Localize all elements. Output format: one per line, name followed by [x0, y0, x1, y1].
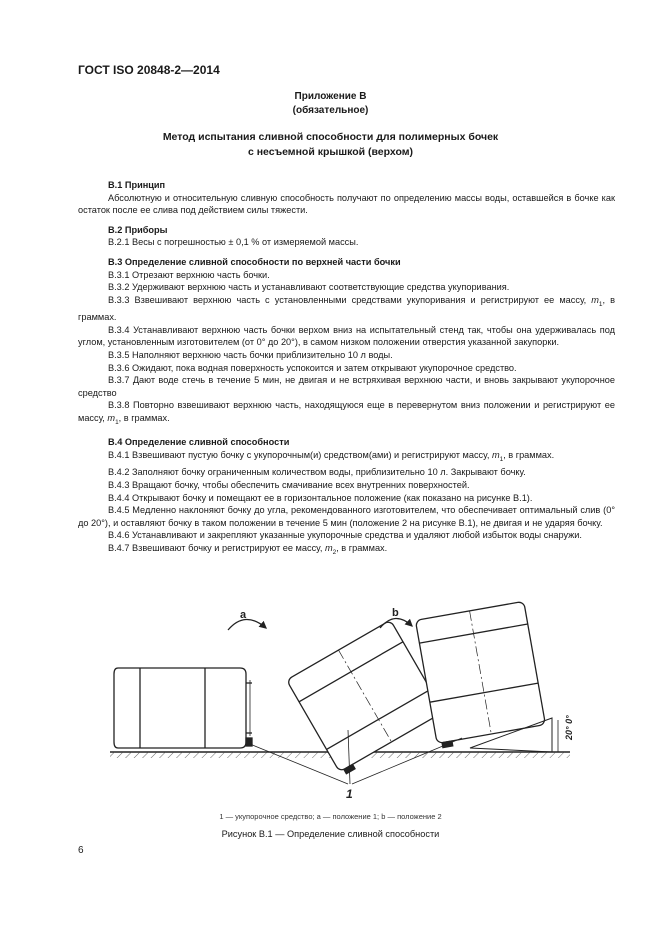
paragraph-b44: В.4.4 Открывают бочку и помещают ее в горизонтальное положение (как показано на рисунке В.1). — [108, 492, 533, 503]
annex-title-line2: с несъемной крышкой (верхом) — [247, 146, 414, 158]
document-header: ГОСТ ISO 20848-2—2014 — [78, 63, 220, 77]
figure-caption: Рисунок В.1 — Определение сливной способности — [221, 829, 440, 839]
drum-horizontal — [114, 668, 252, 748]
document-body — [78, 179, 615, 559]
paragraph-b33: В.3.3 Взвешивают верхнюю часть с установленными средствами укупоривания и регистрируют ее массу, $m_1$, в граммах. — [78, 294, 615, 323]
section-heading-b4: В.4 Определение сливной способности — [108, 437, 290, 448]
figure-label-a: a — [240, 609, 247, 621]
annex-heading — [0, 90, 661, 118]
annex-status: (обязательное) — [292, 105, 369, 116]
section-heading-b1: В.1 Принцип — [108, 180, 166, 190]
paragraph-b45: В.4.5 Медленно наклоняют бочку до угла, рекомендованного изготовителем, что обеспечивает оптимальный слив (0° до 20°), и оставляют бочку в таком положении в течение 5 мин (положение 2 на рисунке В.1), не двигая и не ударяя бочку. — [78, 505, 615, 528]
paragraph-b46: В.4.6 Устанавливают и закрепляют указанные укупорочные средства и удаляют любой избыток воды снаружи. — [108, 530, 582, 541]
paragraph-b43: В.4.3 Вращают бочку, чтобы обеспечить смачивание всех внутренних поверхностей. — [108, 479, 470, 490]
figure-label-b: b — [392, 607, 399, 619]
paragraph-b47: В.4.7 Взвешивают бочку и регистрируют ее массу, $m_2$, в граммах. — [108, 542, 388, 556]
paragraph-b41: В.4.1 Взвешивают пустую бочку с укупорочным(и) средством(ами) и регистрируют массу, $m_1$, в граммах. — [108, 449, 555, 463]
page-number: 6 — [78, 845, 84, 856]
annex-label: Приложение В — [294, 91, 367, 102]
paragraph-b32: В.3.2 Удерживают верхнюю часть и устанавливают соответствующие средства укупоривания. — [108, 282, 510, 293]
annex-title — [0, 130, 661, 160]
annex-title-line1: Метод испытания сливной способности для полимерных бочек — [162, 131, 499, 143]
section-heading-b3: В.3 Определение сливной способности по верхней части бочки — [108, 256, 401, 267]
paragraph-b42: В.4.2 Заполняют бочку ограниченным количеством воды, приблизительно 10 л. Закрывают бочку. — [108, 467, 526, 478]
drum-position-b — [415, 601, 546, 748]
angle-label: 20° 0° — [564, 715, 574, 740]
paragraph-b31: В.3.1 Отрезают верхнюю часть бочки. — [108, 269, 270, 280]
paragraph-b37: В.3.7 Дают воде стечь в течение 5 мин, не двигая и не встряхивая верхнюю части, и вновь закрывают укупорочное средство — [78, 375, 615, 398]
paragraph-b36: В.3.6 Ожидают, пока водная поверхность успокоится и затем открывают укупорочное средство. — [108, 362, 517, 373]
paragraph-b1: Абсолютную и относительную сливную способность получают по определению массы воды, оставшейся в бочке как остаток после ее слива под действием силы тяжести. — [78, 192, 615, 216]
figure-legend: 1 — укупорочное средство; a — положение 1; b — положение 2 — [219, 812, 442, 821]
paragraph-b35: В.3.5 Наполняют верхнюю часть бочки приблизительно 10 л воды. — [108, 349, 393, 360]
paragraph-b38: В.3.8 Повторно взвешивают верхнюю часть, находящуюся еще в перевернутом вниз положении и регистрируют ее массу, $m_1$, в граммах. — [78, 400, 615, 426]
paragraph-b21: В.2.1 Весы с погрешностью ± 0,1 % от измеряемой массы. — [108, 237, 359, 248]
callout-number: 1 — [346, 787, 353, 801]
section-heading-b2: В.2 Приборы — [108, 224, 168, 235]
paragraph-b34: В.3.4 Устанавливают верхнюю часть бочки верхом вниз на испытательный стенд так, чтобы она удерживалась под углом, установленным изготовителем (от 0° до 20°), в самом низком положении отверстия указанной закупорки. — [78, 324, 615, 348]
rotation-arrow-a — [228, 619, 266, 630]
figure-b1-drawing — [100, 588, 600, 803]
